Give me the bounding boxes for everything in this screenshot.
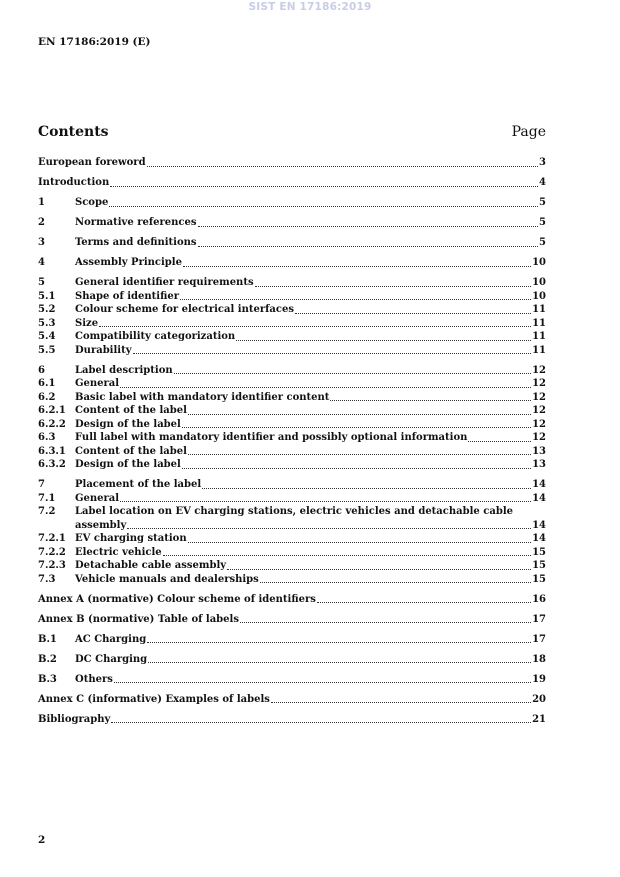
dot-leader xyxy=(183,266,531,267)
toc-entry[interactable] xyxy=(38,377,546,391)
toc-entry-page: 16 xyxy=(532,593,546,605)
toc-entry[interactable] xyxy=(38,713,546,727)
toc-page-label: Page xyxy=(511,124,546,140)
toc-entry-page: 15 xyxy=(532,573,546,585)
toc-entry-page: 15 xyxy=(532,546,546,558)
toc-entry-title: Introduction xyxy=(38,177,110,188)
toc-entry[interactable] xyxy=(38,317,546,331)
toc-entry-page: 13 xyxy=(532,445,546,457)
dot-leader xyxy=(109,206,538,207)
toc-entry-title: General xyxy=(75,492,120,504)
toc-entry-number: 7.2.3 xyxy=(38,560,66,571)
dot-leader xyxy=(127,528,531,529)
dot-leader xyxy=(236,340,531,341)
toc-entry-page: 3 xyxy=(539,157,546,168)
toc-entry-page: 10 xyxy=(532,290,546,302)
toc-entry-title: Annex C (informative) Examples of labels xyxy=(38,693,270,705)
toc-entry-title: Shape of identifier xyxy=(75,290,180,302)
toc-entry-number: 3 xyxy=(38,237,45,248)
toc-entry[interactable] xyxy=(38,344,546,358)
toc-heading: Contents xyxy=(38,124,109,140)
toc-entry-page: 18 xyxy=(532,653,546,665)
toc-entry-page: 5 xyxy=(539,197,546,208)
toc-entry[interactable] xyxy=(38,404,546,418)
toc-entry-number: 6.3.1 xyxy=(38,445,66,457)
toc-entry[interactable] xyxy=(38,391,546,405)
dot-leader xyxy=(133,353,532,354)
toc-entry-number: 5.1 xyxy=(38,290,56,302)
toc-entry[interactable] xyxy=(38,492,546,506)
toc-entry-title: Electric vehicle xyxy=(75,546,162,558)
toc-entry-number: 6.1 xyxy=(38,378,56,389)
dot-leader xyxy=(182,427,531,428)
toc-entry-number: 5.3 xyxy=(38,317,56,329)
toc-entry-title: Annex B (normative) Table of labels xyxy=(38,613,239,625)
toc-entry[interactable] xyxy=(38,673,546,687)
toc-entry-number: 6.2.2 xyxy=(38,418,66,430)
toc-entry[interactable] xyxy=(38,418,546,432)
dot-leader xyxy=(198,246,539,247)
toc-entry-number: 7.1 xyxy=(38,492,56,504)
dot-leader xyxy=(240,622,531,623)
toc-entry-page: 14 xyxy=(532,533,546,544)
toc-entry-title: Colour scheme for electrical interfaces xyxy=(75,304,294,315)
toc-entry-title: Annex A (normative) Colour scheme of identifiers xyxy=(38,593,316,605)
dot-leader xyxy=(202,488,531,489)
toc-entry-title: Basic label with mandatory identifier content xyxy=(75,391,330,403)
toc-entry-page: 14 xyxy=(532,492,546,504)
toc-entry[interactable] xyxy=(38,613,546,627)
toc-entry-title: Bibliography xyxy=(38,713,111,725)
toc-entry-title: Compatibility categorization xyxy=(75,331,236,342)
toc-entry[interactable] xyxy=(38,276,546,290)
toc-entry-title: EV charging station xyxy=(75,533,187,544)
dot-leader xyxy=(188,414,531,415)
toc-entry-title: DC Charging xyxy=(75,653,148,665)
toc-entry[interactable] xyxy=(38,633,546,647)
toc-entry-number: 5.4 xyxy=(38,331,56,342)
toc-entry-number: 5.5 xyxy=(38,344,56,356)
toc-entry[interactable] xyxy=(38,559,546,573)
toc-entry-title: Label location on EV charging stations, electric vehicles and detachable cable xyxy=(75,506,513,517)
toc-entry-number: 5 xyxy=(38,277,45,288)
toc-entry[interactable] xyxy=(38,478,546,492)
toc-entry-page: 10 xyxy=(532,277,546,288)
dot-leader xyxy=(255,286,532,287)
toc-entry-page: 13 xyxy=(532,459,546,470)
toc-entry-page: 10 xyxy=(532,257,546,268)
toc-entry-page: 11 xyxy=(532,331,546,342)
page-number: 2 xyxy=(38,834,46,846)
toc-entry-title: Content of the label xyxy=(75,405,187,416)
toc-entry-title: Design of the label xyxy=(75,418,181,430)
dot-leader xyxy=(198,226,539,227)
toc-entry-title: Vehicle manuals and dealerships xyxy=(75,573,259,585)
toc-entry-number: 6.3.2 xyxy=(38,459,66,470)
toc-entry-title: Design of the label xyxy=(75,459,181,470)
toc-entry-number: 1 xyxy=(38,197,45,208)
dot-leader xyxy=(260,582,531,583)
toc-entry-number: 2 xyxy=(38,217,45,228)
toc-entry[interactable] xyxy=(38,236,546,250)
toc-entry[interactable] xyxy=(38,364,546,378)
toc-entry-title: European foreword xyxy=(38,157,146,168)
toc-entry-title: Assembly Principle xyxy=(75,257,182,268)
toc-entry-title: Full label with mandatory identifier and possibly optional information xyxy=(75,432,468,443)
toc-entry[interactable] xyxy=(38,196,546,210)
toc-entry[interactable] xyxy=(38,573,546,587)
toc-entry-title: Others xyxy=(75,673,113,685)
dot-leader xyxy=(468,441,531,442)
toc-entry-number: 7 xyxy=(38,479,45,490)
toc-entry[interactable] xyxy=(38,256,546,270)
toc-entry-page: 11 xyxy=(532,304,546,315)
dot-leader xyxy=(180,299,531,300)
toc-entry-title: Terms and definitions xyxy=(75,237,197,248)
toc-entry[interactable] xyxy=(38,546,546,560)
dot-leader xyxy=(174,373,531,374)
toc-entry-page: 19 xyxy=(532,673,546,685)
toc-entry-number: B.1 xyxy=(38,633,57,645)
toc-entry-title: Normative references xyxy=(75,217,197,228)
dot-leader xyxy=(163,555,531,556)
toc-entry-title-continued: assembly xyxy=(75,519,127,531)
toc-entry-title: Label description xyxy=(75,364,173,376)
toc-entry-title: Size xyxy=(75,317,99,329)
dot-leader xyxy=(111,722,531,723)
table-of-contents xyxy=(38,156,546,726)
toc-entry-number: 5.2 xyxy=(38,304,56,315)
dot-leader xyxy=(295,313,531,314)
toc-entry-title: Detachable cable assembly xyxy=(75,560,227,571)
toc-entry[interactable] xyxy=(38,593,546,607)
toc-entry-title: Scope xyxy=(75,197,109,208)
toc-entry[interactable] xyxy=(38,330,546,344)
toc-entry-title: Content of the label xyxy=(75,445,187,457)
toc-entry-page: 12 xyxy=(532,418,546,430)
toc-entry[interactable] xyxy=(38,653,546,667)
toc-entry-page: 5 xyxy=(539,217,546,228)
toc-entry[interactable] xyxy=(38,216,546,230)
toc-entry-page: 20 xyxy=(532,693,546,705)
toc-entry-title: Durability xyxy=(75,344,132,356)
toc-entry-number: 7.2.1 xyxy=(38,533,66,544)
toc-entry[interactable] xyxy=(38,458,546,472)
dot-leader xyxy=(188,542,531,543)
toc-entry-number: B.3 xyxy=(38,673,57,685)
toc-entry[interactable] xyxy=(38,290,546,304)
toc-entry[interactable] xyxy=(38,532,546,546)
dot-leader xyxy=(148,662,531,663)
toc-entry-number: 7.2.2 xyxy=(38,546,66,558)
toc-entry-number: 6 xyxy=(38,364,45,376)
toc-entry-title: General xyxy=(75,378,120,389)
toc-entry-page: 14 xyxy=(532,519,546,531)
dot-leader xyxy=(147,166,538,167)
toc-entry[interactable] xyxy=(38,693,546,707)
toc-entry-page: 15 xyxy=(532,560,546,571)
dot-leader xyxy=(114,682,531,683)
toc-entry-number: 6.2 xyxy=(38,391,56,403)
toc-entry-page: 12 xyxy=(532,364,546,376)
dot-leader xyxy=(147,642,531,643)
toc-entry-title: Placement of the label xyxy=(75,479,202,490)
toc-entry-number: 6.3 xyxy=(38,432,56,443)
dot-leader xyxy=(120,387,531,388)
dot-leader xyxy=(110,186,538,187)
toc-entry-page: 17 xyxy=(532,633,546,645)
toc-entry[interactable] xyxy=(38,176,546,190)
toc-entry-page: 5 xyxy=(539,237,546,248)
toc-entry-page: 4 xyxy=(539,177,546,188)
dot-leader xyxy=(182,468,531,469)
dot-leader xyxy=(227,569,531,570)
toc-entry-page: 11 xyxy=(532,317,546,329)
toc-entry-page: 21 xyxy=(532,713,546,725)
dot-leader xyxy=(317,602,531,603)
dot-leader xyxy=(271,702,531,703)
toc-entry-page: 11 xyxy=(532,344,546,356)
toc-entry-page: 12 xyxy=(532,405,546,416)
toc-entry-page: 12 xyxy=(532,391,546,403)
toc-entry-number: 7.2 xyxy=(38,506,56,517)
dot-leader xyxy=(188,454,531,455)
toc-entry-number: 6.2.1 xyxy=(38,405,66,416)
toc-entry-title: AC Charging xyxy=(75,633,147,645)
toc-entry[interactable] xyxy=(38,431,546,445)
toc-entry-page: 14 xyxy=(532,479,546,490)
toc-entry-number: 7.3 xyxy=(38,573,56,585)
toc-entry[interactable] xyxy=(38,156,546,170)
toc-entry-page: 12 xyxy=(532,378,546,389)
toc-entry-number: B.2 xyxy=(38,653,57,665)
toc-entry-page: 17 xyxy=(532,613,546,625)
document-id: EN 17186:2019 (E) xyxy=(38,36,151,48)
toc-entry[interactable] xyxy=(38,505,546,532)
dot-leader xyxy=(120,501,531,502)
dot-leader xyxy=(99,326,531,327)
dot-leader xyxy=(330,400,531,401)
toc-entry[interactable] xyxy=(38,445,546,459)
toc-entry-page: 12 xyxy=(532,432,546,443)
toc-entry-title: General identifier requirements xyxy=(75,277,254,288)
toc-entry[interactable] xyxy=(38,303,546,317)
watermark: SIST EN 17186:2019 xyxy=(248,1,372,13)
toc-entry-number: 4 xyxy=(38,257,45,268)
